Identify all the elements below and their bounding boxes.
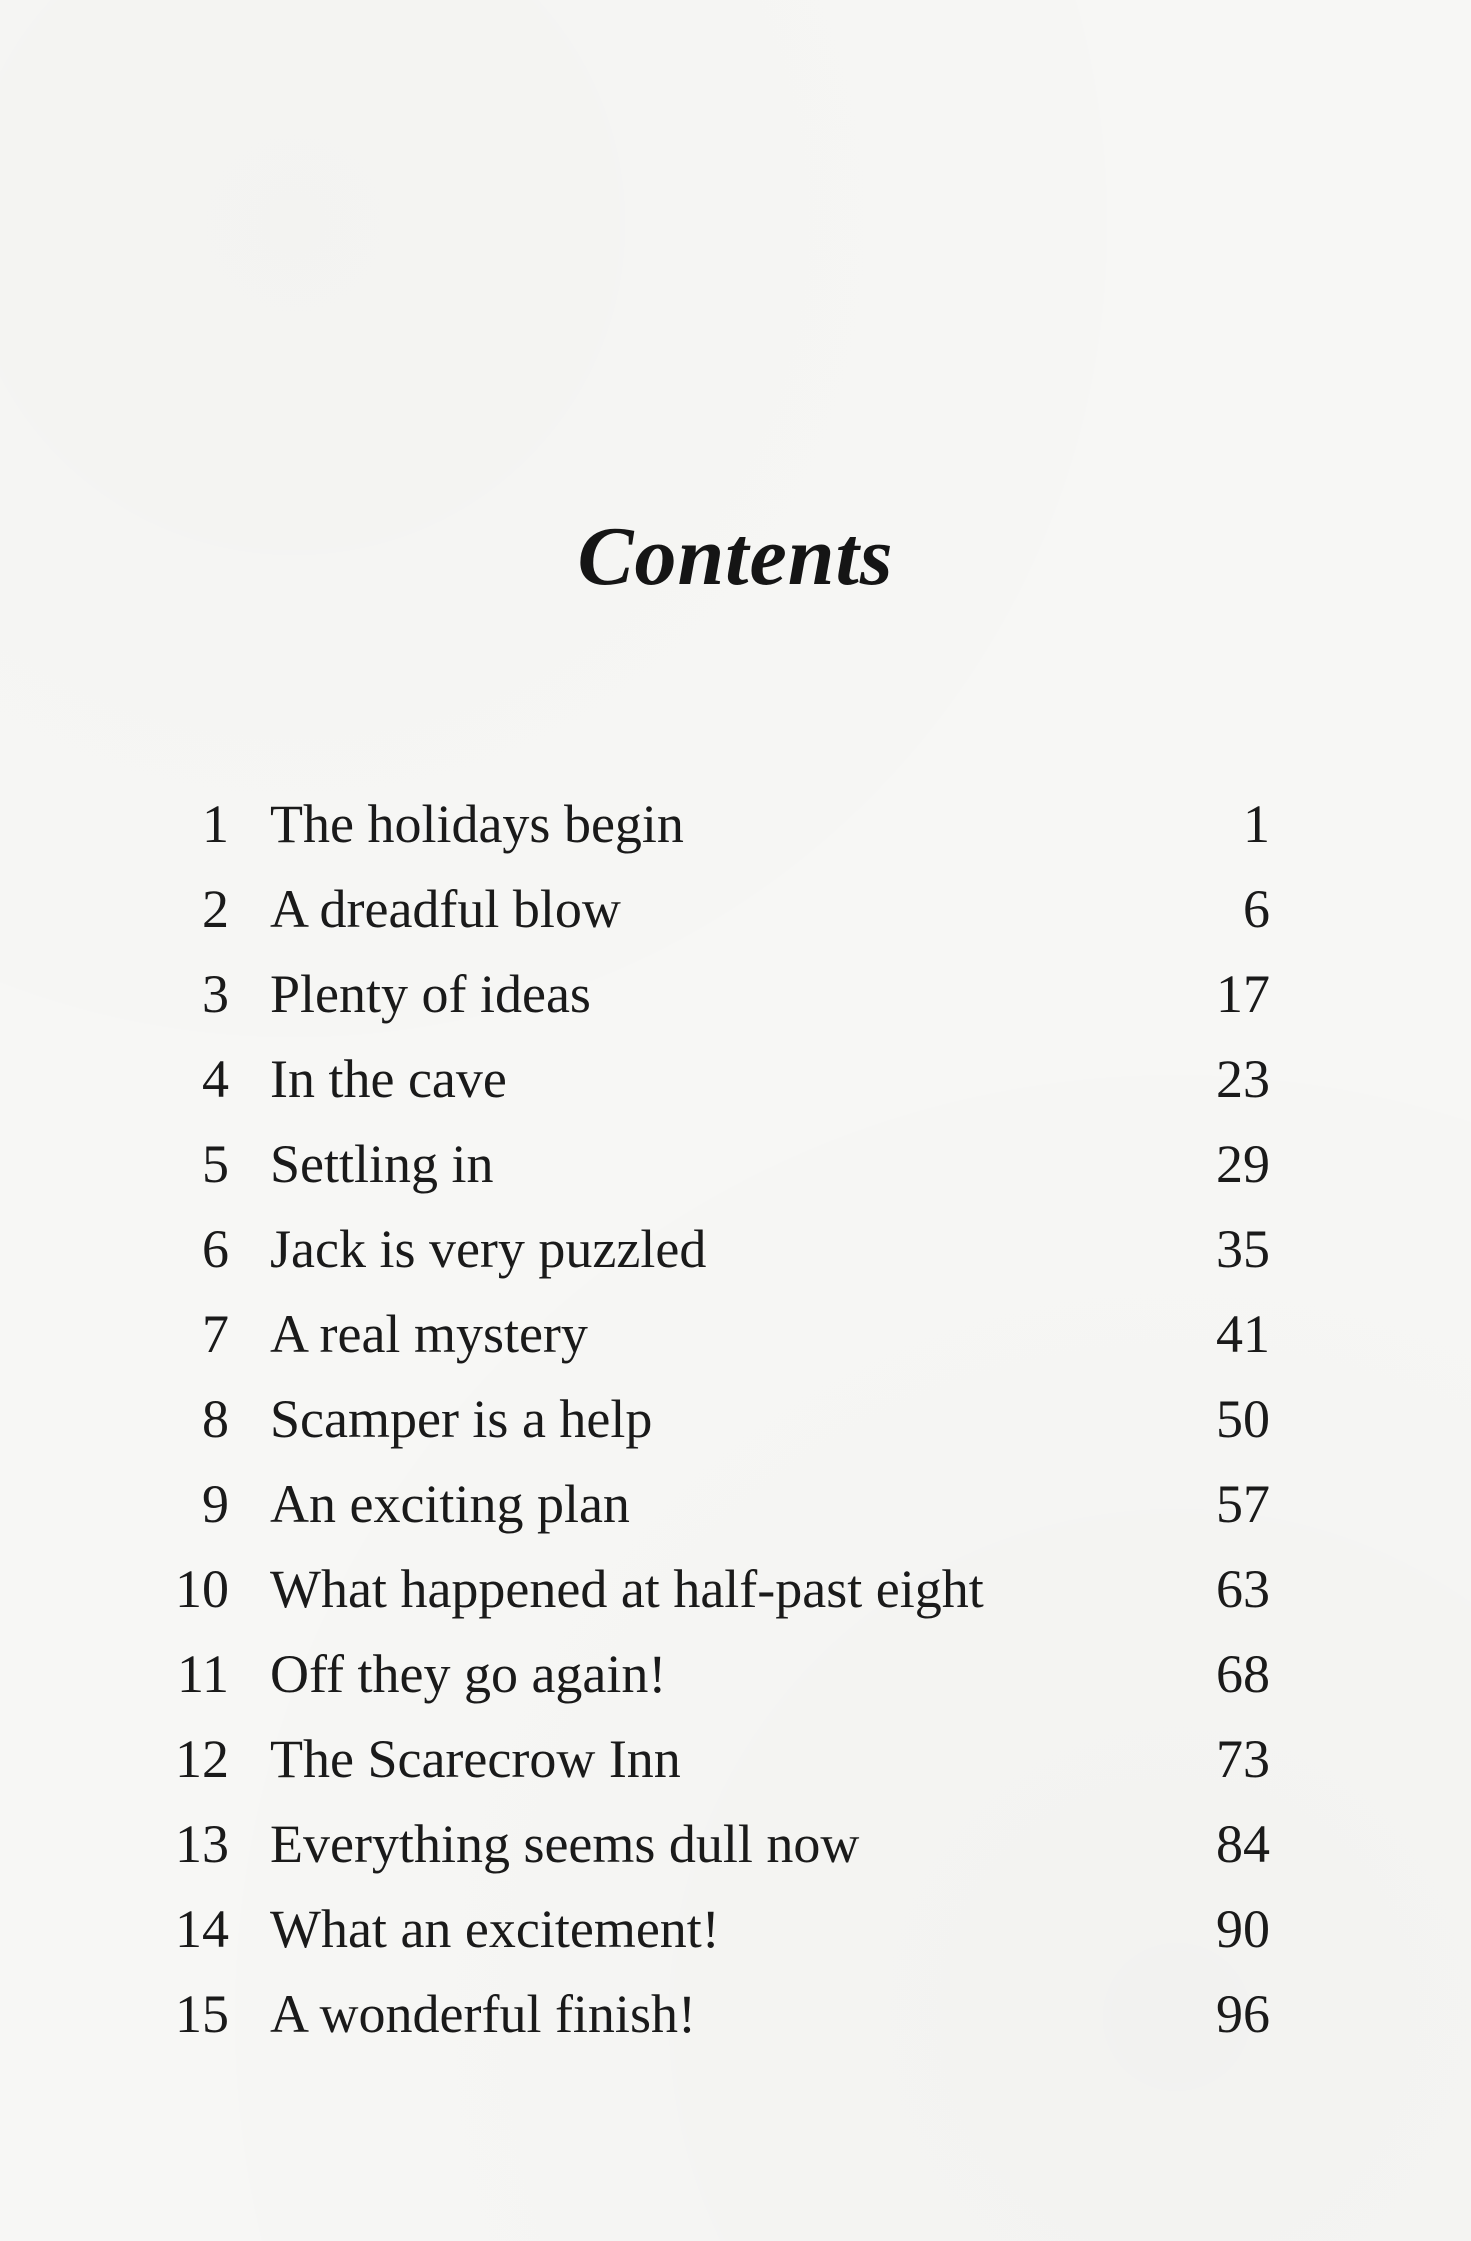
- chapter-number: 11: [177, 1644, 229, 1704]
- page-number: 29: [1216, 1134, 1270, 1194]
- chapter-title: The Scarecrow Inn: [270, 1729, 681, 1789]
- chapter-title: A wonderful finish!: [270, 1984, 696, 2044]
- page-number: 57: [1216, 1474, 1270, 1534]
- toc-row: [0, 952, 1471, 1037]
- toc-row: [0, 1122, 1471, 1207]
- chapter-number: 4: [202, 1049, 229, 1109]
- toc-row: [0, 1547, 1471, 1632]
- page-number: 68: [1216, 1644, 1270, 1704]
- chapter-title: A real mystery: [270, 1304, 588, 1364]
- page-number: 63: [1216, 1559, 1270, 1619]
- chapter-number: 12: [175, 1729, 229, 1789]
- chapter-number: 3: [202, 964, 229, 1024]
- chapter-title: In the cave: [270, 1049, 507, 1109]
- toc-row: [0, 1632, 1471, 1717]
- chapter-number: 15: [175, 1984, 229, 2044]
- chapter-number: 1: [202, 794, 229, 854]
- page-number: 17: [1216, 964, 1270, 1024]
- chapter-title: Off they go again!: [270, 1644, 667, 1704]
- page-number: 1: [1243, 794, 1270, 854]
- page-number: 41: [1216, 1304, 1270, 1364]
- toc-row: [0, 1377, 1471, 1462]
- table-of-contents: [0, 782, 1471, 2057]
- toc-row: [0, 1972, 1471, 2057]
- page-number: 90: [1216, 1899, 1270, 1959]
- chapter-number: 8: [202, 1389, 229, 1449]
- toc-row: [0, 1802, 1471, 1887]
- chapter-title: Everything seems dull now: [270, 1814, 860, 1874]
- chapter-number: 7: [202, 1304, 229, 1364]
- toc-row: [0, 1292, 1471, 1377]
- toc-row: [0, 1207, 1471, 1292]
- chapter-number: 2: [202, 879, 229, 939]
- chapter-number: 6: [202, 1219, 229, 1279]
- chapter-number: 9: [202, 1474, 229, 1534]
- chapter-number: 10: [175, 1559, 229, 1619]
- chapter-title: Scamper is a help: [270, 1389, 653, 1449]
- chapter-number: 13: [175, 1814, 229, 1874]
- page-number: 84: [1216, 1814, 1270, 1874]
- page-number: 6: [1243, 879, 1270, 939]
- toc-row: [0, 1887, 1471, 1972]
- page-number: 35: [1216, 1219, 1270, 1279]
- page-number: 23: [1216, 1049, 1270, 1109]
- chapter-title: Settling in: [270, 1134, 494, 1194]
- toc-row: [0, 867, 1471, 952]
- chapter-title: What an excitement!: [270, 1899, 720, 1959]
- page-number: 96: [1216, 1984, 1270, 2044]
- chapter-number: 14: [175, 1899, 229, 1959]
- toc-row: [0, 1717, 1471, 1802]
- chapter-title: Jack is very puzzled: [270, 1219, 707, 1279]
- page-number: 73: [1216, 1729, 1270, 1789]
- chapter-title: The holidays begin: [270, 794, 684, 854]
- chapter-title: A dreadful blow: [270, 879, 621, 939]
- contents-title: Contents: [577, 510, 894, 603]
- chapter-title: Plenty of ideas: [270, 964, 591, 1024]
- toc-row: [0, 1037, 1471, 1122]
- toc-row: [0, 782, 1471, 867]
- chapter-title: What happened at half-past eight: [270, 1559, 984, 1619]
- page-number: 50: [1216, 1389, 1270, 1449]
- chapter-title: An exciting plan: [270, 1474, 630, 1534]
- toc-row: [0, 1462, 1471, 1547]
- chapter-number: 5: [202, 1134, 229, 1194]
